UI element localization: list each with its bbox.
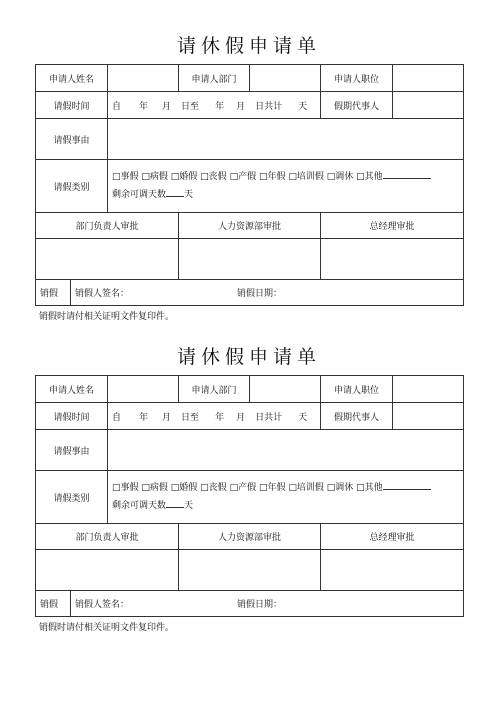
remaining-days-line [112,497,459,515]
hr-approval-field[interactable] [179,239,321,280]
leave-type-field [108,160,464,213]
time-year2: 年 [215,412,225,423]
form-title: 请休假申请单 [176,346,321,368]
cancel-sign-label: 销假人签名： [75,289,130,299]
leave-type-checkbox[interactable]: □丧假 [200,172,227,182]
time-days: 天 [298,412,308,423]
leave-type-checkbox[interactable]: □事假 [112,172,139,182]
time-day-to: 日至 [181,101,200,112]
leave-type-checkbox[interactable]: □事假 [112,483,139,493]
remaining-days-unit: 天 [184,501,194,511]
leave-time-field[interactable] [108,403,321,430]
leave-reason-label: 请假事由 [36,430,108,471]
leave-type-checkbox[interactable]: □调休 [326,483,354,493]
hr-approval-field[interactable] [179,550,321,591]
cancel-leave-label: 销假 [36,591,71,616]
leave-type-checkbox[interactable]: □调休 [326,172,354,182]
cancel-leave-inner [36,591,463,616]
time-day-to: 日至 [181,412,200,423]
cancel-leave-row [36,280,464,306]
leave-type-checkbox[interactable]: □产假 [229,172,257,182]
time-year1: 年 [139,412,149,423]
time-days: 天 [298,101,308,112]
leave-table [35,375,464,617]
leave-form [35,28,463,328]
time-from: 自 [112,101,122,112]
cancel-date-label: 销假日期： [237,600,283,610]
leave-type-checkbox[interactable]: □丧假 [200,483,227,493]
deputy-label: 假期代事人 [321,403,393,430]
other-underline[interactable] [383,170,431,179]
leave-table [35,64,464,306]
cancel-leave-row [36,591,464,617]
leave-reason-field[interactable] [108,119,464,160]
cancel-leave-inner [36,280,463,305]
leave-type-checkbox[interactable]: □婚假 [170,172,198,182]
hr-approval-label: 人力资源部审批 [179,213,321,239]
remaining-days-label: 剩余可调天数 [112,501,167,511]
applicant-name-field[interactable] [108,376,179,403]
leave-time-field[interactable] [108,92,321,119]
time-day-total: 日共计 [255,101,283,112]
applicant-dept-field[interactable] [250,376,321,403]
remaining-days-underline[interactable] [166,188,184,197]
remaining-days-unit: 天 [184,190,194,200]
applicant-dept-label: 申请人部门 [179,65,250,92]
leave-form [35,339,463,639]
leave-reason-label: 请假事由 [36,119,108,160]
applicant-dept-label: 申请人部门 [179,376,250,403]
cancel-leave-sign-area[interactable] [71,280,464,305]
time-month1: 月 [162,412,172,423]
hr-approval-label: 人力资源部审批 [179,524,321,550]
cancel-leave-sign-area[interactable] [71,591,464,616]
cancel-leave-label: 销假 [36,280,71,305]
time-month2: 月 [236,101,246,112]
leave-type-options [112,168,459,186]
dept-head-approval-label: 部门负责人审批 [36,524,179,550]
leave-type-checkbox[interactable]: □年假 [258,172,286,182]
gm-approval-field[interactable] [321,550,464,591]
dept-head-approval-field[interactable] [36,550,179,591]
leave-type-checkbox[interactable]: □病假 [141,172,168,182]
remaining-days-label: 剩余可调天数 [112,190,167,200]
applicant-position-field[interactable] [393,65,464,92]
remaining-days-line [112,186,459,204]
leave-type-checkbox[interactable]: □婚假 [170,483,198,493]
remaining-days-underline[interactable] [166,499,184,508]
leave-type-field [108,471,464,524]
deputy-field[interactable] [393,92,464,119]
footnote: 销假时请付相关证明文件复印件。 [39,623,175,633]
time-year1: 年 [139,101,149,112]
leave-time-label: 请假时间 [36,403,108,430]
applicant-name-label: 申请人姓名 [36,65,108,92]
leave-type-options [112,479,459,497]
deputy-label: 假期代事人 [321,92,393,119]
leave-type-label: 请假类别 [36,160,108,213]
leave-type-checkbox[interactable]: □产假 [229,483,257,493]
footnote: 销假时请付相关证明文件复印件。 [39,312,175,322]
applicant-name-field[interactable] [108,65,179,92]
other-underline[interactable] [383,481,431,490]
leave-type-checkbox[interactable]: □培训假 [288,172,324,182]
time-day-total: 日共计 [255,412,283,423]
applicant-name-label: 申请人姓名 [36,376,108,403]
time-month2: 月 [236,412,246,423]
gm-approval-field[interactable] [321,239,464,280]
leave-type-checkbox[interactable]: □病假 [141,483,168,493]
dept-head-approval-label: 部门负责人审批 [36,213,179,239]
time-month1: 月 [162,101,172,112]
time-from: 自 [112,412,122,423]
leave-type-label: 请假类别 [36,471,108,524]
dept-head-approval-field[interactable] [36,239,179,280]
applicant-position-label: 申请人职位 [321,376,393,403]
leave-type-checkbox[interactable]: □其他 [356,483,383,493]
gm-approval-label: 总经理审批 [321,213,464,239]
form-title: 请休假申请单 [176,35,321,57]
leave-type-checkbox[interactable]: □其他 [356,172,383,182]
cancel-date-label: 销假日期： [237,289,283,299]
cancel-sign-label: 销假人签名： [75,600,130,610]
deputy-field[interactable] [393,403,464,430]
gm-approval-label: 总经理审批 [321,524,464,550]
leave-time-label: 请假时间 [36,92,108,119]
applicant-dept-field[interactable] [250,65,321,92]
applicant-position-label: 申请人职位 [321,65,393,92]
leave-reason-field[interactable] [108,430,464,471]
leave-type-checkbox[interactable]: □培训假 [288,483,324,493]
applicant-position-field[interactable] [393,376,464,403]
leave-type-checkbox[interactable]: □年假 [258,483,286,493]
time-year2: 年 [215,101,225,112]
